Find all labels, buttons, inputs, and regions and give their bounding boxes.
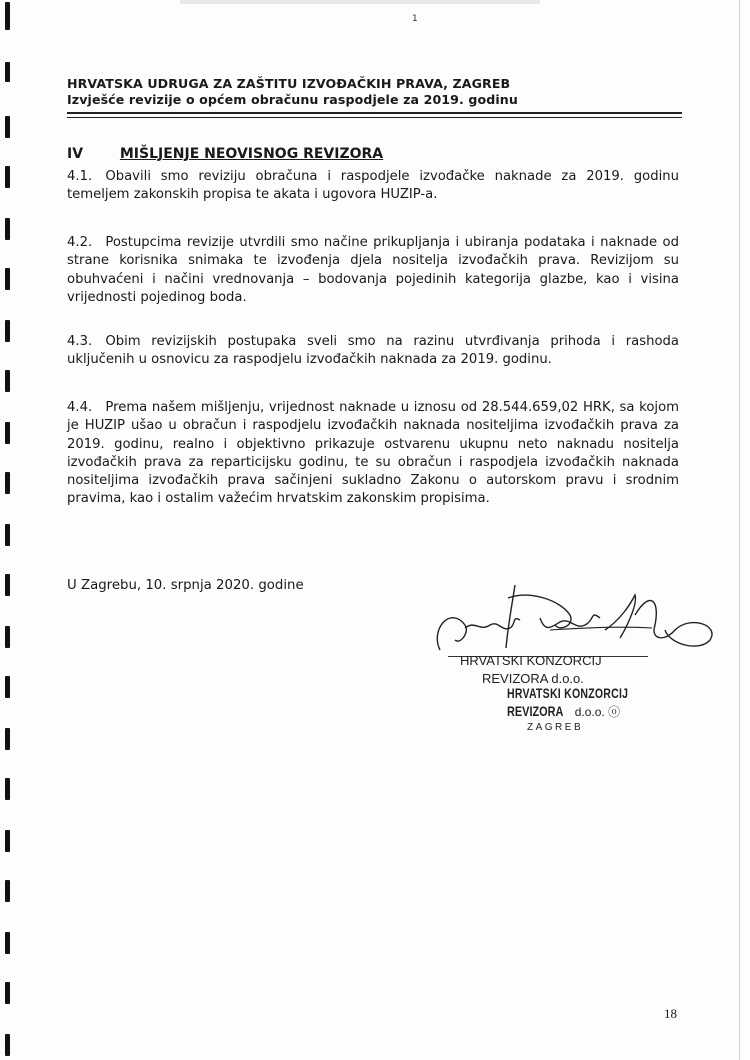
stamp-city: ZAGREB (527, 722, 584, 733)
header-report-title: Izvješće revizije o općem obračunu raspodjele za 2019. godinu (67, 92, 518, 107)
top-mark: 1 (412, 14, 418, 24)
paragraph-4-3: 4.3. Obim revizijskih postupaka sveli smo na razinu utvrđivanja prihoda i rashoda uključenih u osnovicu za raspodjelu izvođačkih naknada za 2019. godinu. (67, 334, 679, 368)
paragraph-4-4: 4.4. Prema našem mišljenju, vrijednost naknade u iznosu od 28.544.659,02 HRK, sa kojom je HUZIP ušao u obračun i raspodjelu izvođačkih naknada nositeljima izvođačkih prava za 2019. godinu, realno i objektivno prikazuje ostvarenu ukupnu neto naknadu nositelja izvođačkih prava za reparticijsku godinu, te su obračun i raspodjela izvođačkih naknada nositeljima izvođačkih prava sačinjeni sukladno Zakonu o autorskom pravu i srodnim pravima, kao i ostalim važećim hrvatskim zakonskim propisima. (67, 400, 679, 507)
binding-marks (0, 0, 14, 1060)
header-rule-thin (67, 117, 682, 118)
signatory-block (460, 652, 602, 688)
stamp-line-2 (507, 703, 657, 720)
place-and-date: U Zagrebu, 10. srpnja 2020. godine (67, 578, 304, 593)
header-rule-thick (67, 112, 682, 114)
stamp-line-1: HRVATSKI KONZORCIJ (507, 686, 629, 701)
paragraph-4-2: 4.2. Postupcima revizije utvrdili smo načine prikupljanja i ubiranja podataka i naknade od strane korisnika snimaka te izvođenja djela nositelja izvođačkih prava. Revizijom su obuhvaćeni i načini vrednovanja – bodovanja pojedinih kategorija glazbe, kao i visina vrijednosti pojedinog boda. (67, 235, 679, 305)
signatory-line-1: HRVATSKI KONZORCIJ (460, 653, 602, 668)
signatory-line-2: REVIZORA d.o.o. (482, 671, 584, 686)
company-stamp (507, 686, 657, 733)
handwritten-signature (420, 570, 720, 660)
stamp-circle-mark-icon: ⓞ (608, 705, 621, 719)
page-edge (180, 0, 540, 4)
page-border (739, 0, 740, 1060)
document-header (67, 76, 682, 108)
section-heading (67, 146, 383, 162)
stamp-company-name: REVIZORA (507, 703, 564, 719)
header-organization: HRVATSKA UDRUGA ZA ZAŠTITU IZVOĐAČKIH PRAVA, ZAGREB (67, 76, 511, 91)
stamp-company-suffix: d.o.o. (574, 705, 605, 719)
paragraph-4-1: 4.1. Obavili smo reviziju obračuna i raspodjele izvođačke naknade za 2019. godinu temeljem zakonskih propisa te akata i ugovora HUZIP-a. (67, 169, 679, 203)
section-number: IV (67, 146, 84, 162)
section-title: MIŠLJENJE NEOVISNOG REVIZORA (119, 146, 384, 162)
page-number: 18 (664, 1006, 677, 1021)
